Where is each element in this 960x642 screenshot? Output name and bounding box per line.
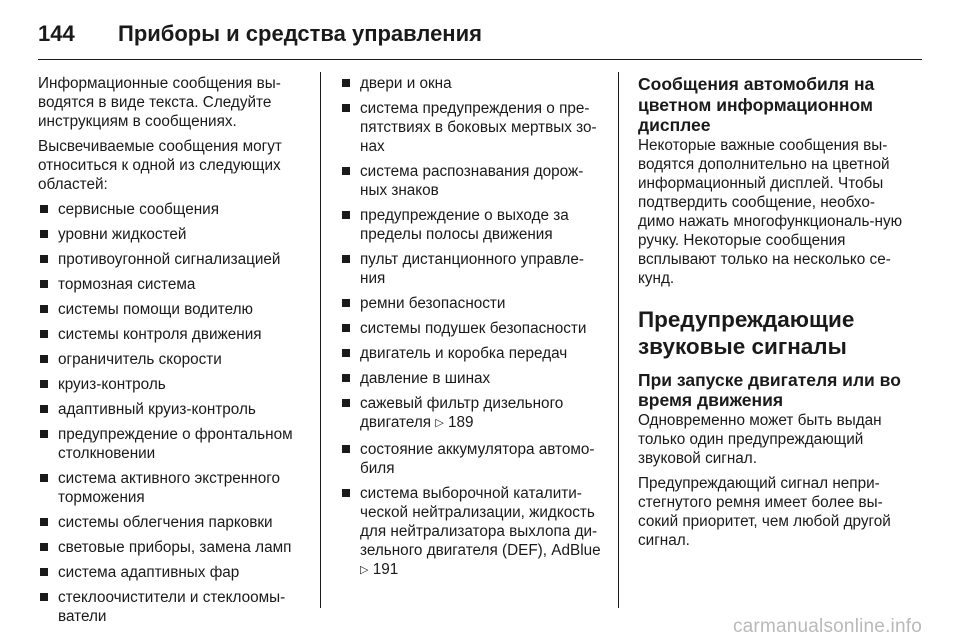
list-item: системы подушек безопасности — [340, 319, 602, 338]
bullet-icon — [40, 280, 48, 288]
list-item: двери и окна — [340, 74, 602, 93]
bullet-icon — [342, 255, 350, 263]
header-divider — [38, 59, 922, 60]
list-item: системы облегчения парковки — [38, 513, 304, 532]
bullet-icon — [40, 355, 48, 363]
list-item: ограничитель скорости — [38, 350, 304, 369]
bullet-icon — [342, 445, 350, 453]
list-item: световые приборы, замена ламп — [38, 538, 304, 557]
color-display-paragraph: Некоторые важные сообщения вы-водятся дополнительно на цветной информационный дисплей. Чтобы подтвердить сообщение, необхо-димо нажать многофункциональ-ную ручку. Некоторые сообщения всплывают только на несколько се-кунд. — [638, 136, 903, 287]
list-item: уровни жидкостей — [38, 225, 304, 244]
bullet-icon — [342, 399, 350, 407]
list-item: адаптивный круиз-контроль — [38, 400, 304, 419]
section-heading-color-display: Сообщения автомобиля на цветном информационном дисплее — [638, 74, 875, 135]
list-item: давление в шинах — [340, 369, 602, 388]
page-reference-arrow-icon: ▷ — [435, 417, 444, 429]
list-item: системы помощи водителю — [38, 300, 304, 319]
page-title: Приборы и средства управления — [118, 21, 482, 46]
list-item: пульт дистанционного управле-ния — [340, 250, 602, 288]
watermark: carmanualsonline.info — [732, 616, 922, 637]
bullet-icon — [342, 349, 350, 357]
list-item: предупреждение о выходе за пределы полосы движения — [340, 206, 602, 244]
list-item: система активного экстренного торможения — [38, 469, 304, 507]
areas-paragraph: Высвечиваемые сообщения могут относиться к одной из следующих областей: — [38, 138, 282, 193]
list-item: противоугонной сигнализацией — [38, 250, 304, 269]
bullet-icon — [342, 324, 350, 332]
page-reference-link[interactable]: 189 — [448, 414, 474, 431]
bullet-icon — [40, 593, 48, 601]
list-item: предупреждение о фронтальном столкновении — [38, 425, 304, 463]
bullet-icon — [342, 211, 350, 219]
list-item: система предупреждения о пре-пятствиях в боковых мертвых зо-нах — [340, 99, 602, 156]
bullet-icon — [40, 230, 48, 238]
list-item: системы контроля движения — [38, 325, 304, 344]
section-heading-warning-chimes: Предупреждающие звуковые сигналы — [638, 306, 855, 359]
page-reference-link[interactable]: 191 — [372, 561, 399, 578]
list-item: система адаптивных фар — [38, 563, 304, 582]
bullet-icon — [342, 374, 350, 382]
list-item: состояние аккумулятора автомо-биля — [340, 440, 602, 478]
list-item: система выборочной каталити-ческой нейтрализации, жидкость для нейтрализатора выхлопа ди-зельного двигателя (DEF), AdBlue ▷ 191 — [340, 484, 602, 581]
bullet-icon — [40, 568, 48, 576]
list-item: сажевый фильтр дизельного двигателя ▷ 189 — [340, 394, 602, 434]
bullet-icon — [40, 205, 48, 213]
bullet-icon — [40, 474, 48, 482]
bullet-icon — [342, 104, 350, 112]
bullet-icon — [40, 543, 48, 551]
list-item: система распознавания дорож-ных знаков — [340, 162, 602, 200]
bullet-icon — [40, 430, 48, 438]
column-left — [38, 74, 304, 632]
message-areas-list-continued — [340, 74, 602, 581]
column-divider-1 — [320, 72, 321, 608]
list-item: двигатель и коробка передач — [340, 344, 602, 363]
bullet-icon — [40, 255, 48, 263]
column-divider-2 — [618, 72, 619, 608]
bullet-icon — [40, 330, 48, 338]
list-item: круиз-контроль — [38, 375, 304, 394]
seatbelt-chime-paragraph: Предупреждающий сигнал непри-стегнутого ремня имеет более вы-сокий приоритет, чем любой другой сигнал. — [638, 474, 891, 549]
bullet-icon — [40, 380, 48, 388]
bullet-icon — [342, 167, 350, 175]
list-item: стеклоочистители и стеклоомы-ватели — [38, 588, 304, 626]
page-header — [38, 14, 482, 54]
bullet-icon — [40, 518, 48, 526]
list-item: тормозная система — [38, 275, 304, 294]
subsection-heading-driving: При запуске двигателя или во время движения — [638, 369, 901, 410]
list-item: ремни безопасности — [340, 294, 602, 313]
single-chime-paragraph: Одновременно может быть выдан только один предупреждающий звуковой сигнал. — [638, 411, 882, 467]
bullet-icon — [40, 305, 48, 313]
intro-paragraph: Информационные сообщения вы-водятся в виде текста. Следуйте инструкциям в сообщениях. — [38, 75, 281, 130]
message-areas-list — [38, 200, 304, 626]
page-number: 144 — [38, 21, 75, 46]
bullet-icon — [342, 299, 350, 307]
column-middle — [340, 74, 602, 587]
page-reference-arrow-icon: ▷ — [360, 564, 369, 576]
column-right — [638, 74, 904, 556]
list-item: сервисные сообщения — [38, 200, 304, 219]
bullet-icon — [342, 489, 350, 497]
bullet-icon — [40, 405, 48, 413]
bullet-icon — [342, 79, 350, 87]
